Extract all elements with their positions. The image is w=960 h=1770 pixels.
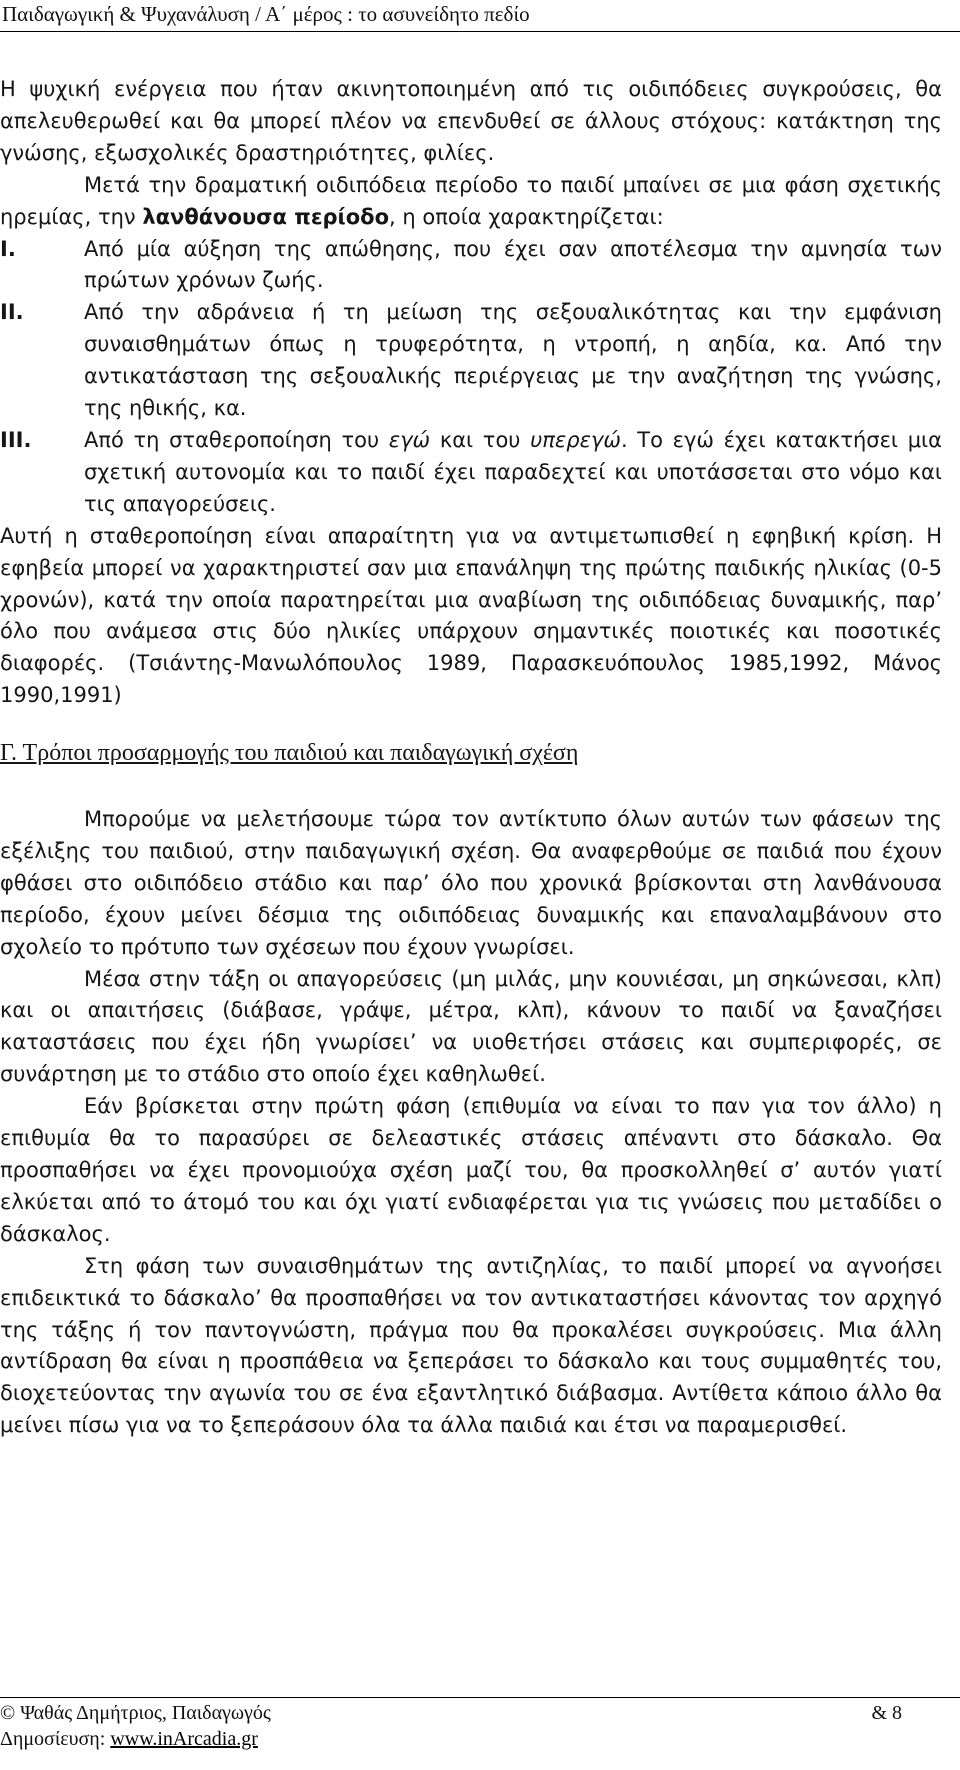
list-item xyxy=(0,234,942,298)
page-number: & 8 xyxy=(871,1702,902,1724)
term-ego: εγώ xyxy=(388,427,431,452)
paragraph-1: Η ψυχική ενέργεια που ήταν ακινητοποιημένη από τις οιδιπόδειες συγκρούσεις, θα απελευθερωθεί και θα μπορεί πλέον να επενδυθεί σε άλλους στόχους: κατάκτηση της γνώσης, εξωσχολικές δραστηριότητες, φιλίες. xyxy=(0,77,942,165)
paragraph-5: Μέσα στην τάξη οι απαγορεύσεις (μη μιλάς, μην κουνιέσαι, μη σηκώνεσαι, κλπ) και οι απαιτήσεις (διάβασε, γράψε, μέτρα, κλπ), κάνουν το παιδί να ξαναζήσει καταστάσεις που έχει ήδη γνωρίσει’ να υιοθετήσει στάσεις και συμπεριφορές, σε συνάρτηση με το στάδιο στο οποίο έχει καθηλωθεί. xyxy=(0,966,942,1087)
list-item xyxy=(0,297,942,425)
page-footer xyxy=(0,1700,942,1752)
paragraph-4: Μπορούμε να μελετήσουμε τώρα τον αντίκτυπο όλων αυτών των φάσεων της εξέλιξης του παιδιού, στην παιδαγωγική σχέση. Θα αναφερθούμε σε παιδιά που έχουν φθάσει στο οιδιπόδειο στάδιο και παρ’ όλο που χρονικά βρίσκονται στη λανθάνουσα περίοδο, έχουν μείνει δέσμια της οιδιπόδειας δυναμικής και επαναλαμβάνουν στο σχολείο το πρότυπο των σχέσεων που έχουν γνωρίσει. xyxy=(0,807,942,959)
header-rule xyxy=(0,31,960,32)
term-superego: υπερεγώ xyxy=(530,427,621,452)
list-text: Από μία αύξηση της απώθησης, που έχει σαν αποτέλεσμα την αμνησία των πρώτων χρόνων ζωής. xyxy=(84,236,942,293)
footer-publish-label: Δημοσίευση: xyxy=(0,1728,111,1750)
running-header: Παιδαγωγική & Ψυχανάλυση / Α΄ μέρος : το ασυνείδητο πεδίο xyxy=(2,2,530,26)
footer-website-link[interactable]: www.inArcadia.gr xyxy=(110,1728,258,1750)
emphasis-latency-period: λανθάνουσα περίοδο xyxy=(142,204,390,229)
paragraph-3: Αυτή η σταθεροποίηση είναι απαραίτητη για να αντιμετωπισθεί η εφηβική κρίση. Η εφηβεία μπορεί να χαρακτηριστεί σαν μια επανάληψη της πρώτης παιδικής ηλικίας (0-5 χρονών), κατά την οποία παρατηρείται μια αναβίωση της οιδιπόδειας δυναμικής, παρ’ όλο που ανάμεσα στις δύο ηλικίες υπάρχουν σημαντικές ποιοτικές και ποσοτικές διαφορές. (Τσιάντης-Μανωλόπουλος 1989, Παρασκευόπουλος 1985,1992, Μάνος 1990,1991) xyxy=(0,523,942,708)
list-number: ΙΙΙ. xyxy=(0,427,32,452)
footer-author: © Ψαθάς Δημήτριος, Παιδαγωγός xyxy=(0,1702,271,1724)
list-text: Από την αδράνεια ή τη μείωση της σεξουαλικότητας και την εμφάνιση συναισθημάτων όπως η τρυφερότητα, η ντροπή, η αηδία, κα. Από την αντικατάσταση της σεξουαλικής περιέργειας με την αναζήτηση της γνώσης, της ηθικής, κα. xyxy=(84,300,942,421)
paragraph-2: Μετά την δραματική οιδιπόδεια περίοδο το παιδί μπαίνει σε μια φάση σχετικής ηρεμίας, την λανθάνουσα περίοδο, η οποία χαρακτηρίζεται: xyxy=(0,172,942,229)
list-number: ΙΙ. xyxy=(0,300,24,325)
list-number: Ι. xyxy=(0,236,16,261)
footer-rule xyxy=(0,1697,960,1698)
section-heading: Γ. Τρόποι προσαρμογής του παιδιού και παιδαγωγική σχέση xyxy=(0,740,579,767)
paragraph-7: Στη φάση των συναισθημάτων της αντιζηλίας, το παιδί μπορεί να αγνοήσει επιδεικτικά το δάσκαλο’ θα προσπαθήσει να τον αντικαταστήσει κάνοντας τον αρχηγό της τάξης ή τον παντογνώστη, πράγμα που θα προκαλέσει συγκρούσεις. Μια άλλη αντίδραση θα είναι η προσπάθεια να ξεπεράσει το δάσκαλο και τους συμμαθητές του, διοχετεύοντας την αγωνία του σε ένα εξαντλητικό διάβασμα. Αντίθετα κάποιο άλλο θα μείνει πίσω για να το ξεπεράσουν όλα τα άλλα παιδιά και έτσι να παραμερισθεί. xyxy=(0,1253,942,1438)
paragraph-6: Εάν βρίσκεται στην πρώτη φάση (επιθυμία να είναι το παν για τον άλλο) η επιθυμία θα το παρασύρει σε δελεαστικές στάσεις απέναντι στο δάσκαλο. Θα προσπαθήσει να έχει προνομιούχα σχέση μαζί του, θα προσκολληθεί σ’ αυτόν γιατί ελκύεται από το άτομό του και όχι γιατί ενδιαφέρεται για τις γνώσεις που μεταδίδει ο δάσκαλος. xyxy=(0,1094,942,1246)
page-body xyxy=(0,74,942,1442)
list-item xyxy=(0,425,942,521)
list-text: Από τη σταθεροποίηση του εγώ και του υπερεγώ. Το εγώ έχει κατακτήσει μια σχετική αυτονομία και το παιδί έχει παραδεχτεί και υποτάσσεται στο νόμο και τις απαγορεύσεις. xyxy=(84,427,943,516)
